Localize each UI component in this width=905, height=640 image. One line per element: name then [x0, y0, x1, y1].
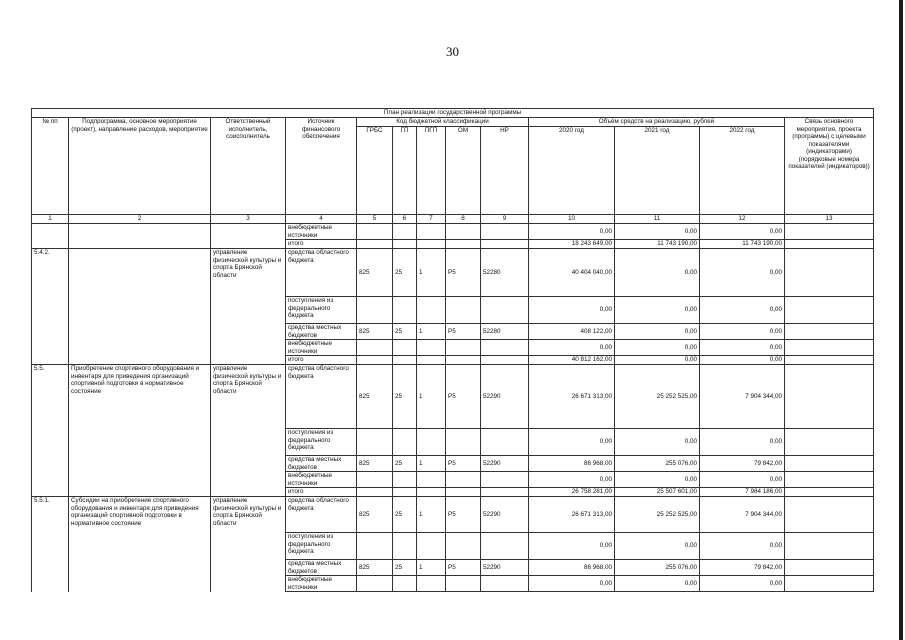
column-number: 8 — [446, 215, 481, 224]
cell-2022: 0,00 — [700, 533, 785, 560]
cell-om: Р5 — [446, 456, 481, 472]
table-row — [32, 533, 874, 560]
column-number: 5 — [357, 215, 393, 224]
cell-num — [32, 533, 69, 560]
cell-num — [32, 560, 69, 576]
cell-2022: 0,00 — [700, 429, 785, 456]
cell-gp: 25 — [393, 249, 417, 297]
column-number: 4 — [286, 215, 357, 224]
column-number: 10 — [529, 215, 615, 224]
cell-responsible — [211, 533, 286, 560]
cell-pgp — [417, 240, 446, 249]
table-row — [32, 297, 874, 324]
table-row — [32, 429, 874, 456]
cell-2020: 0,00 — [529, 472, 615, 488]
cell-2022: 11 743 190,00 — [700, 240, 785, 249]
column-number: 1 — [32, 215, 69, 224]
cell-pgp: 1 — [417, 456, 446, 472]
column-numbers-row — [32, 215, 874, 224]
cell-link — [785, 224, 874, 240]
header-om: ОМ — [446, 127, 481, 215]
cell-grbs: 825 — [357, 497, 393, 533]
cell-gp — [393, 240, 417, 249]
cell-source: поступления из федерального бюджета — [286, 297, 357, 324]
cell-pgp — [417, 356, 446, 365]
cell-grbs — [357, 356, 393, 365]
cell-source: средства областного бюджета — [286, 249, 357, 297]
column-number: 2 — [69, 215, 211, 224]
column-number: 7 — [417, 215, 446, 224]
cell-gp — [393, 356, 417, 365]
cell-source: средства областного бюджета — [286, 497, 357, 533]
cell-num: 5.5.1. — [32, 497, 69, 533]
cell-subprogram — [69, 456, 211, 472]
cell-2021: 0,00 — [615, 429, 700, 456]
cell-source: итого — [286, 356, 357, 365]
cell-source: средства местных бюджетов — [286, 456, 357, 472]
cell-num — [32, 324, 69, 340]
cell-grbs: 825 — [357, 560, 393, 576]
cell-gp — [393, 472, 417, 488]
cell-pgp — [417, 576, 446, 592]
cell-responsible — [211, 324, 286, 340]
header-budget-code: Код бюджетной классификации — [357, 118, 529, 127]
column-number: 13 — [785, 215, 874, 224]
cell-grbs — [357, 472, 393, 488]
cell-nr — [481, 297, 529, 324]
table-row — [32, 365, 874, 429]
cell-responsible — [211, 340, 286, 356]
cell-link — [785, 429, 874, 456]
scan-edge — [899, 0, 903, 640]
cell-2022: 79 842,00 — [700, 560, 785, 576]
cell-source: внебюджетные источники — [286, 576, 357, 592]
cell-gp — [393, 533, 417, 560]
table-row — [32, 340, 874, 356]
cell-nr: 52280 — [481, 324, 529, 340]
cell-link — [785, 472, 874, 488]
cell-2020: 0,00 — [529, 576, 615, 592]
cell-2020: 0,00 — [529, 224, 615, 240]
table-row — [32, 324, 874, 340]
cell-responsible — [211, 560, 286, 576]
cell-link — [785, 324, 874, 340]
cell-source: поступления из федерального бюджета — [286, 533, 357, 560]
cell-2021: 255 076,00 — [615, 560, 700, 576]
cell-source: итого — [286, 240, 357, 249]
cell-responsible — [211, 240, 286, 249]
cell-om: Р5 — [446, 365, 481, 429]
cell-num — [32, 224, 69, 240]
cell-num — [32, 297, 69, 324]
cell-gp: 25 — [393, 560, 417, 576]
header-2022: 2022 год — [700, 127, 785, 215]
cell-om — [446, 224, 481, 240]
cell-om — [446, 576, 481, 592]
cell-responsible: управление физической культуры и спорта Брянской области — [211, 497, 286, 533]
cell-responsible: управление физической культуры и спорта Брянской области — [211, 365, 286, 429]
cell-pgp: 1 — [417, 324, 446, 340]
cell-om — [446, 429, 481, 456]
cell-num — [32, 488, 69, 497]
cell-link — [785, 488, 874, 497]
cell-link — [785, 297, 874, 324]
cell-2020: 18 243 649,00 — [529, 240, 615, 249]
cell-source: средства местных бюджетов — [286, 324, 357, 340]
cell-grbs — [357, 340, 393, 356]
column-number: 3 — [211, 215, 286, 224]
cell-num — [32, 472, 69, 488]
cell-2021: 0,00 — [615, 356, 700, 365]
cell-2020: 26 758 281,00 — [529, 488, 615, 497]
table-row — [32, 560, 874, 576]
cell-pgp — [417, 224, 446, 240]
cell-subprogram — [69, 560, 211, 576]
cell-nr — [481, 576, 529, 592]
cell-om — [446, 240, 481, 249]
cell-2021: 255 076,00 — [615, 456, 700, 472]
cell-nr — [481, 533, 529, 560]
cell-grbs — [357, 429, 393, 456]
cell-link — [785, 456, 874, 472]
cell-2022: 7 904 344,00 — [700, 497, 785, 533]
header-2020: 2020 год — [529, 127, 615, 215]
cell-source: внебюджетные источники — [286, 224, 357, 240]
cell-grbs — [357, 533, 393, 560]
cell-gp: 25 — [393, 497, 417, 533]
cell-grbs — [357, 297, 393, 324]
cell-2020: 86 968,00 — [529, 560, 615, 576]
cell-pgp — [417, 488, 446, 497]
cell-nr — [481, 224, 529, 240]
cell-2021: 25 252 525,00 — [615, 497, 700, 533]
cell-link — [785, 240, 874, 249]
cell-2020: 0,00 — [529, 297, 615, 324]
column-number: 11 — [615, 215, 700, 224]
cell-subprogram — [69, 240, 211, 249]
plan-table-body — [32, 224, 874, 592]
cell-link — [785, 249, 874, 297]
cell-responsible — [211, 429, 286, 456]
cell-2020: 408 122,00 — [529, 324, 615, 340]
cell-pgp — [417, 297, 446, 324]
cell-2022: 0,00 — [700, 340, 785, 356]
cell-2020: 0,00 — [529, 340, 615, 356]
cell-responsible: управление физической культуры и спорта Брянской области — [211, 249, 286, 297]
cell-2021: 0,00 — [615, 472, 700, 488]
cell-2021: 0,00 — [615, 533, 700, 560]
plan-table — [31, 108, 874, 592]
header-responsible: Ответственный исполнитель, соисполнитель — [211, 118, 286, 215]
cell-source: итого — [286, 488, 357, 497]
cell-num — [32, 356, 69, 365]
cell-2020: 26 671 313,00 — [529, 365, 615, 429]
cell-pgp — [417, 429, 446, 456]
cell-2022: 0,00 — [700, 576, 785, 592]
cell-num — [32, 340, 69, 356]
cell-subprogram — [69, 429, 211, 456]
cell-gp: 25 — [393, 456, 417, 472]
cell-num — [32, 240, 69, 249]
cell-grbs — [357, 576, 393, 592]
cell-responsible — [211, 297, 286, 324]
cell-om — [446, 533, 481, 560]
cell-nr: 52290 — [481, 560, 529, 576]
cell-link — [785, 340, 874, 356]
table-row — [32, 488, 874, 497]
column-number: 12 — [700, 215, 785, 224]
cell-num — [32, 456, 69, 472]
cell-om: Р5 — [446, 324, 481, 340]
cell-2021: 0,00 — [615, 324, 700, 340]
page-number: 30 — [446, 44, 459, 59]
cell-source: средства областного бюджета — [286, 365, 357, 429]
header-volume: Объём средств на реализацию, рублей — [529, 118, 785, 127]
header-num: № пп — [32, 118, 69, 215]
cell-nr — [481, 472, 529, 488]
cell-2020: 0,00 — [529, 533, 615, 560]
cell-subprogram — [69, 324, 211, 340]
cell-nr: 52290 — [481, 497, 529, 533]
cell-2020: 86 968,00 — [529, 456, 615, 472]
cell-gp — [393, 576, 417, 592]
cell-2020: 26 671 313,00 — [529, 497, 615, 533]
column-number: 9 — [481, 215, 529, 224]
cell-2022: 0,00 — [700, 324, 785, 340]
cell-link — [785, 365, 874, 429]
cell-nr — [481, 429, 529, 456]
cell-om: Р5 — [446, 249, 481, 297]
cell-subprogram — [69, 576, 211, 592]
cell-responsible — [211, 356, 286, 365]
table-row — [32, 497, 874, 533]
cell-nr — [481, 356, 529, 365]
cell-link — [785, 356, 874, 365]
cell-gp — [393, 488, 417, 497]
header-grbs: ГРБС — [357, 127, 393, 215]
cell-subprogram — [69, 472, 211, 488]
cell-om — [446, 297, 481, 324]
cell-link — [785, 560, 874, 576]
cell-2022: 0,00 — [700, 297, 785, 324]
header-gp: ГП — [393, 127, 417, 215]
cell-2021: 25 252 525,00 — [615, 365, 700, 429]
cell-om — [446, 472, 481, 488]
table-row — [32, 456, 874, 472]
cell-link — [785, 533, 874, 560]
cell-2022: 7 984 186,00 — [700, 488, 785, 497]
cell-subprogram — [69, 340, 211, 356]
cell-2022: 0,00 — [700, 249, 785, 297]
cell-2022: 0,00 — [700, 356, 785, 365]
cell-om — [446, 340, 481, 356]
cell-2021: 0,00 — [615, 340, 700, 356]
header-nr: НР — [481, 127, 529, 215]
header-link: Связь основного мероприятия, проекта (программы) с целевыми показателями (индикаторами) (порядковые номера показателей (индикаторов)) — [785, 118, 874, 215]
cell-2021: 0,00 — [615, 249, 700, 297]
cell-om: Р5 — [446, 560, 481, 576]
table-row — [32, 224, 874, 240]
cell-pgp: 1 — [417, 249, 446, 297]
cell-grbs: 825 — [357, 249, 393, 297]
cell-subprogram — [69, 533, 211, 560]
cell-2021: 25 507 601,00 — [615, 488, 700, 497]
cell-grbs: 825 — [357, 365, 393, 429]
header-2021: 2021 год — [615, 127, 700, 215]
cell-grbs — [357, 240, 393, 249]
cell-num: 5.4.2. — [32, 249, 69, 297]
cell-pgp: 1 — [417, 560, 446, 576]
header-source: Источник финансового обеспечения — [286, 118, 357, 215]
cell-gp — [393, 429, 417, 456]
cell-source: внебюджетные источники — [286, 340, 357, 356]
cell-nr: 52290 — [481, 365, 529, 429]
cell-om — [446, 488, 481, 497]
cell-source: поступления из федерального бюджета — [286, 429, 357, 456]
cell-subprogram — [69, 488, 211, 497]
cell-nr: 52290 — [481, 456, 529, 472]
table-row — [32, 472, 874, 488]
cell-2022: 0,00 — [700, 224, 785, 240]
cell-link — [785, 497, 874, 533]
column-number: 6 — [393, 215, 417, 224]
cell-source: внебюджетные источники — [286, 472, 357, 488]
cell-subprogram — [69, 356, 211, 365]
cell-responsible — [211, 488, 286, 497]
cell-subprogram — [69, 249, 211, 297]
cell-responsible — [211, 472, 286, 488]
cell-2020: 0,00 — [529, 429, 615, 456]
cell-pgp: 1 — [417, 497, 446, 533]
cell-nr — [481, 340, 529, 356]
table-caption: План реализации государственной программы — [32, 109, 874, 118]
cell-grbs: 825 — [357, 324, 393, 340]
cell-gp — [393, 297, 417, 324]
cell-grbs — [357, 224, 393, 240]
cell-subprogram — [69, 224, 211, 240]
cell-gp — [393, 340, 417, 356]
cell-subprogram — [69, 297, 211, 324]
table-row — [32, 240, 874, 249]
cell-2021: 0,00 — [615, 224, 700, 240]
cell-pgp — [417, 340, 446, 356]
header-pgp: ПГП — [417, 127, 446, 215]
cell-pgp: 1 — [417, 365, 446, 429]
cell-grbs: 825 — [357, 456, 393, 472]
cell-pgp — [417, 472, 446, 488]
cell-source: средства местных бюджетов — [286, 560, 357, 576]
cell-subprogram: Приобретение спортивного оборудования и инвентаря для приведения организаций спортивной подготовки в нормативное состояние — [69, 365, 211, 429]
cell-subprogram: Субсидии на приобретение спортивного оборудования и инвентаря для приведения организаций спортивной подготовки в нормативное состояние — [69, 497, 211, 533]
cell-2020: 40 812 162,00 — [529, 356, 615, 365]
cell-nr: 52280 — [481, 249, 529, 297]
cell-responsible — [211, 576, 286, 592]
header-subprogram: Подпрограмма, основное мероприятие (проект), направление расходов, мероприятие — [69, 118, 211, 215]
cell-2022: 0,00 — [700, 472, 785, 488]
cell-nr — [481, 488, 529, 497]
cell-gp: 25 — [393, 324, 417, 340]
cell-num — [32, 576, 69, 592]
cell-pgp — [417, 533, 446, 560]
cell-2022: 79 842,00 — [700, 456, 785, 472]
cell-2021: 11 743 190,00 — [615, 240, 700, 249]
cell-responsible — [211, 456, 286, 472]
cell-2020: 40 404 040,00 — [529, 249, 615, 297]
cell-num: 5.5. — [32, 365, 69, 429]
table-row — [32, 576, 874, 592]
cell-om: Р5 — [446, 497, 481, 533]
cell-grbs — [357, 488, 393, 497]
cell-gp: 25 — [393, 365, 417, 429]
cell-responsible — [211, 224, 286, 240]
table-row — [32, 356, 874, 365]
table-row — [32, 249, 874, 297]
cell-2021: 0,00 — [615, 297, 700, 324]
cell-num — [32, 429, 69, 456]
cell-om — [446, 356, 481, 365]
cell-2021: 0,00 — [615, 576, 700, 592]
cell-nr — [481, 240, 529, 249]
cell-gp — [393, 224, 417, 240]
cell-link — [785, 576, 874, 592]
cell-2022: 7 904 344,00 — [700, 365, 785, 429]
